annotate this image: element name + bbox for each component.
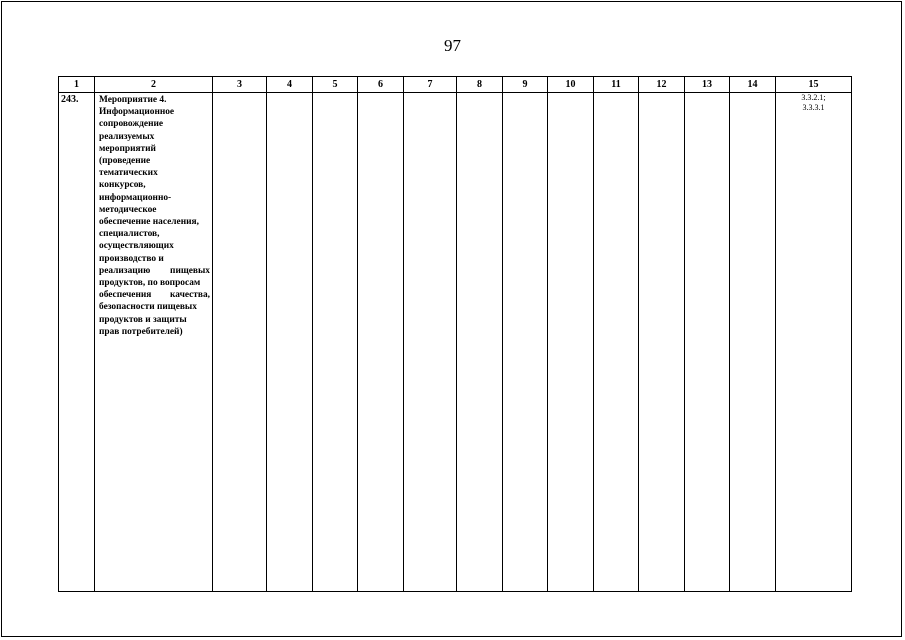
row-number: 243.	[59, 93, 95, 592]
description-line: продуктов и защиты	[99, 314, 187, 325]
description-line: прав потребителей)	[99, 326, 183, 337]
description-line: продуктов, по вопросам	[99, 278, 201, 289]
table-cell	[639, 93, 685, 592]
table-cell	[213, 93, 267, 592]
description-line: информационно-	[99, 192, 172, 203]
column-header: 7	[404, 77, 457, 93]
column-header: 14	[730, 77, 776, 93]
code-line: 3.3.2.1;	[801, 93, 826, 102]
header-row	[59, 77, 852, 93]
column-header: 3	[213, 77, 267, 93]
data-table	[58, 76, 852, 592]
description-line: конкурсов,	[99, 180, 146, 191]
description-line: обеспечения качества,	[99, 290, 210, 301]
description-line: реализацию пищевых	[99, 265, 210, 276]
column-header: 6	[358, 77, 404, 93]
description-line: осуществляющих	[99, 241, 174, 252]
description-line: (проведение	[99, 156, 151, 167]
column-header: 11	[594, 77, 639, 93]
description-line: сопровождение	[99, 119, 164, 130]
page-number: 97	[444, 36, 461, 55]
column-header: 2	[95, 77, 213, 93]
column-header: 10	[548, 77, 594, 93]
description-line: методическое	[99, 204, 157, 215]
table-cell	[685, 93, 730, 592]
column-header: 5	[313, 77, 358, 93]
description-line: Информационное	[99, 107, 175, 118]
table-cell	[503, 93, 548, 592]
column-header: 15	[776, 77, 852, 93]
table-cell	[730, 93, 776, 592]
column-header: 4	[267, 77, 313, 93]
description-line: тематических	[99, 168, 158, 179]
column-header: 9	[503, 77, 548, 93]
table-cell	[457, 93, 503, 592]
table-cell	[267, 93, 313, 592]
description-line: обеспечение населения,	[99, 217, 199, 228]
table-cell	[313, 93, 358, 592]
row-description	[95, 93, 213, 592]
column-header: 1	[59, 77, 95, 93]
code-line: 3.3.3.1	[802, 103, 825, 112]
row-codes	[776, 93, 852, 592]
column-header: 12	[639, 77, 685, 93]
table-cell	[548, 93, 594, 592]
description-line: Мероприятие 4.	[99, 95, 167, 105]
description-line: производство и	[99, 253, 164, 264]
table-row	[59, 93, 852, 592]
column-header: 8	[457, 77, 503, 93]
description-line: мероприятий	[99, 143, 156, 154]
column-header: 13	[685, 77, 730, 93]
description-line: специалистов,	[99, 229, 160, 240]
table-cell	[358, 93, 404, 592]
table-cell	[404, 93, 457, 592]
description-line: безопасности пищевых	[99, 302, 197, 313]
table-cell	[594, 93, 639, 592]
description-line: реализуемых	[99, 131, 155, 142]
